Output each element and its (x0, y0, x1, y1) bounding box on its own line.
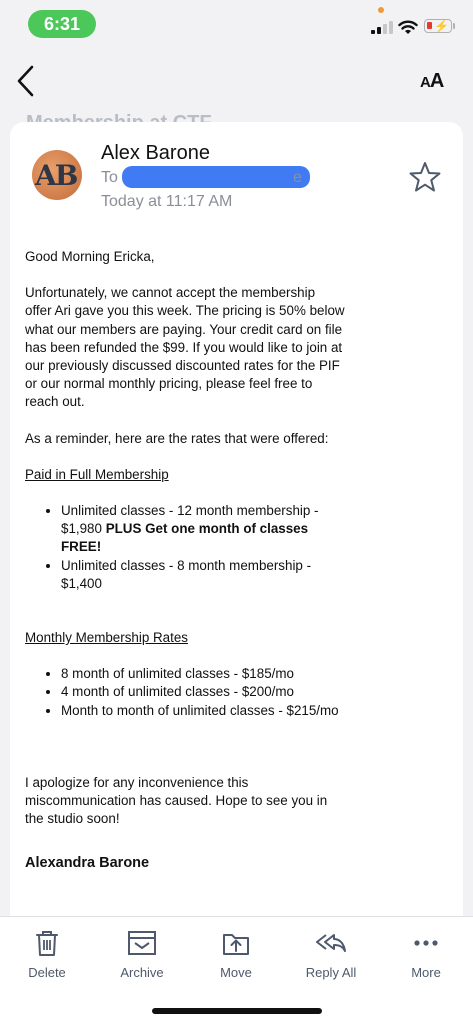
wifi-icon (398, 18, 418, 36)
archive-button[interactable] (102, 929, 182, 980)
pif-list (61, 502, 345, 593)
recipient-suffix: e (293, 169, 302, 186)
move-button[interactable] (196, 929, 276, 980)
archive-label: Archive (120, 965, 164, 980)
greeting: Good Morning Ericka, (25, 249, 155, 264)
list-item: • Unlimited classes - 8 month membership - $1,400 (61, 557, 345, 593)
avatar-initials: AB (35, 159, 77, 192)
more-label: More (411, 965, 441, 980)
list-item: • Month to month of unlimited classes - $215/mo (61, 702, 345, 720)
email-body (25, 248, 345, 873)
status-bar (0, 0, 473, 48)
pif-item-bold: PLUS Get one month of classes FREE! (61, 521, 309, 555)
list-item: • 8 month of unlimited classes - $185/mo (61, 665, 345, 683)
status-time: 6:31 (28, 10, 96, 38)
closing-paragraph: I apologize for any inconvenience this miscommunication has caused. Hope to see you in the studio soon! (25, 774, 328, 827)
folder-move-icon (221, 929, 251, 957)
email-date: Today at 11:17 AM (101, 193, 233, 210)
archive-box-icon (127, 929, 157, 957)
reply-all-button[interactable] (291, 929, 371, 980)
monthly-heading: Monthly Membership Rates (25, 630, 188, 646)
more-button[interactable] (386, 929, 466, 980)
signature: Alexandra Barone (25, 855, 150, 872)
sender-name[interactable]: Alex Barone (101, 142, 210, 164)
battery-icon: ⚡ (424, 19, 452, 33)
pif-heading: Paid in Full Membership (25, 466, 169, 482)
reply-all-icon (314, 929, 348, 957)
back-chevron-icon[interactable] (14, 64, 38, 98)
reply-all-label: Reply All (305, 965, 357, 980)
redacted-recipient (122, 166, 310, 188)
delete-label: Delete (28, 965, 66, 980)
privacy-indicator-dot (378, 7, 384, 13)
list-item: • 4 month of unlimited classes - $200/mo (61, 683, 345, 701)
monthly-list (61, 665, 345, 720)
more-dots-icon (411, 929, 441, 957)
recipient-label[interactable]: To (101, 169, 118, 186)
body-paragraph: Unfortunately, we cannot accept the membership offer Ari gave you this week. The pricing is 50% below what our members are paying. Your credit card on file has been refunded the $99. If you would like to join at our previously discussed discounted rates for the PIF or our normal monthly pricing, please feel free to reach out. (25, 285, 345, 410)
delete-button[interactable] (7, 929, 87, 980)
pif-item-text: Unlimited classes - 12 month membership - $1,980 (61, 503, 319, 537)
body-paragraph: As a reminder, here are the rates that were offered: (25, 430, 329, 446)
cellular-signal-icon (371, 20, 393, 34)
email-card (10, 122, 463, 942)
home-indicator[interactable] (152, 1008, 322, 1014)
star-icon[interactable] (408, 160, 442, 194)
trash-icon (34, 929, 60, 957)
text-size-icon[interactable]: AA (420, 70, 444, 92)
avatar (32, 150, 82, 200)
list-item (61, 502, 345, 557)
move-label: Move (220, 965, 252, 980)
